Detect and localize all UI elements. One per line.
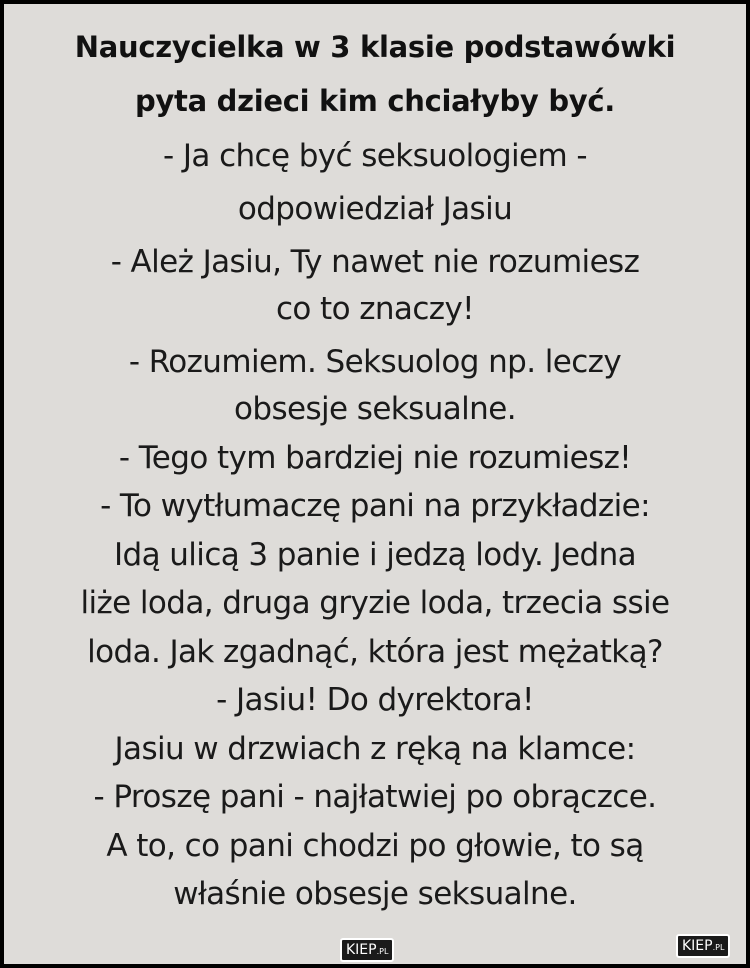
- joke-line: Jasiu w drzwiach z ręką na klamce:: [114, 731, 636, 767]
- joke-line: - Ależ Jasiu, Ty nawet nie rozumiesz: [110, 244, 640, 280]
- joke-title-line-1: Nauczycielka w 3 klasie podstawówki: [74, 30, 676, 64]
- joke-line: loda. Jak zgadnąć, która jest mężatką?: [87, 634, 663, 670]
- joke-line: A to, co pani chodzi po głowie, to są: [106, 828, 644, 864]
- joke-line: odpowiedział Jasiu: [237, 191, 513, 227]
- kiep-logo-watermark: [340, 938, 394, 962]
- joke-title-line-2: pyta dzieci kim chciałyby być.: [134, 84, 616, 118]
- joke-line: - Ja chcę być seksuologiem -: [163, 138, 587, 174]
- joke-card: [4, 4, 746, 964]
- logo-main-text: KIEP: [346, 942, 377, 958]
- joke-line: Idą ulicą 3 panie i jedzą lody. Jedna: [113, 537, 637, 573]
- joke-line: właśnie obsesje seksualne.: [173, 876, 577, 912]
- kiep-logo-corner: [676, 934, 730, 958]
- joke-line: - Jasiu! Do dyrektora!: [216, 682, 534, 718]
- joke-line: - Tego tym bardziej nie rozumiesz!: [118, 440, 632, 476]
- logo-suffix-text: .PL: [712, 943, 725, 952]
- joke-line: - Rozumiem. Seksuolog np. leczy: [128, 344, 622, 380]
- joke-line: liże loda, druga gryzie loda, trzecia ssie: [80, 585, 670, 621]
- joke-line: obsesje seksualne.: [234, 391, 516, 427]
- joke-line: co to znaczy!: [275, 291, 475, 327]
- logo-main-text: KIEP: [682, 938, 713, 954]
- logo-suffix-text: .PL: [376, 947, 389, 956]
- joke-line: - Proszę pani - najłatwiej po obrączce.: [93, 779, 657, 815]
- joke-line: - To wytłumaczę pani na przykładzie:: [100, 488, 650, 524]
